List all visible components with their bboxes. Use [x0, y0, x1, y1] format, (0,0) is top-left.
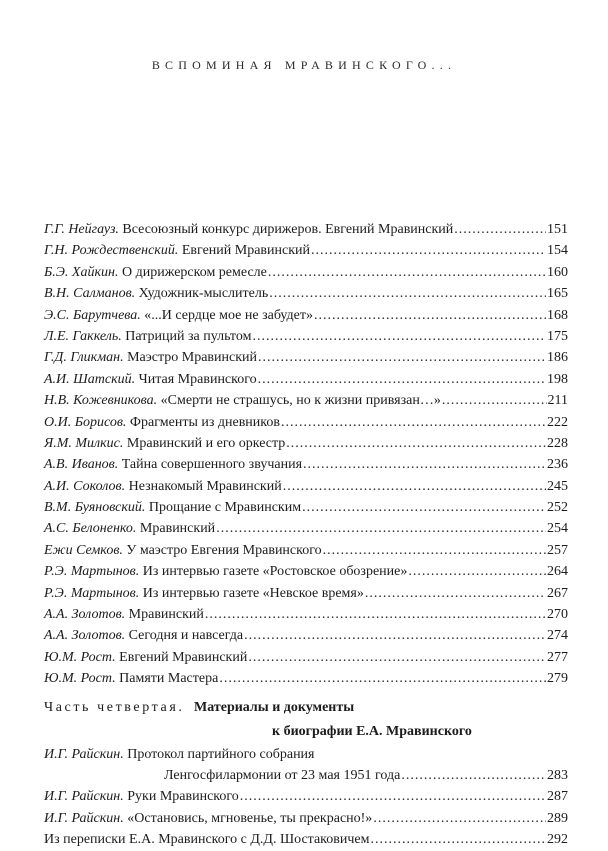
toc-entry[interactable]: [44, 744, 568, 765]
toc-page: 211: [547, 393, 568, 409]
toc-title: Фрагменты из дневников: [129, 414, 280, 430]
toc-page: 228: [547, 435, 568, 451]
toc-title: Читая Мравинского: [138, 371, 257, 387]
part-heading: [44, 698, 568, 718]
toc-author: Ю.М. Рост.: [44, 649, 116, 665]
toc-author: А.В. Иванов.: [44, 457, 119, 473]
toc-author: Б.Э. Хайкин.: [44, 264, 119, 280]
toc-title: Тайна совершенного звучания: [121, 457, 303, 473]
toc-leader: [365, 583, 546, 604]
toc-title: Сегодня и навсегда: [128, 628, 244, 644]
toc-title: У маэстро Евгения Мравинского: [126, 542, 322, 558]
toc-entry[interactable]: [44, 240, 568, 261]
toc-entry[interactable]: [44, 412, 568, 433]
table-of-contents: [44, 219, 568, 851]
toc-leader: [248, 647, 546, 668]
toc-leader: [281, 412, 546, 433]
toc-leader: [302, 497, 546, 518]
toc-author: Г.Н. Рождественский.: [44, 243, 179, 259]
toc-leader: [408, 561, 546, 582]
toc-leader: [219, 668, 546, 689]
toc-page: 160: [547, 264, 568, 280]
running-head: ВСПОМИНАЯ МРАВИНСКОГО...: [151, 58, 457, 72]
toc-entry[interactable]: [44, 283, 568, 304]
toc-page: 198: [547, 371, 568, 387]
toc-entry[interactable]: [44, 326, 568, 347]
toc-page: 252: [547, 500, 568, 516]
toc-entry[interactable]: [44, 219, 568, 240]
toc-page: 186: [547, 350, 568, 366]
part-title-line1: Материалы и документы: [194, 699, 355, 715]
toc-title: Патриций за пультом: [125, 328, 252, 344]
toc-entry[interactable]: [44, 625, 568, 646]
toc-entry[interactable]: [44, 497, 568, 518]
toc-leader: [244, 625, 546, 646]
toc-page: 254: [547, 521, 568, 537]
toc-entry[interactable]: [44, 765, 568, 786]
toc-page: 283: [547, 767, 568, 783]
toc-entry[interactable]: [44, 583, 568, 604]
toc-leader: [269, 283, 546, 304]
toc-page: 151: [547, 222, 568, 237]
toc-page: 289: [547, 810, 568, 826]
toc-entry[interactable]: [44, 561, 568, 582]
toc-entries: [44, 219, 568, 690]
toc-page: 175: [547, 328, 568, 344]
toc-entry[interactable]: [44, 454, 568, 475]
toc-page: 154: [547, 243, 568, 259]
toc-leader: [454, 219, 546, 240]
toc-entry[interactable]: [44, 604, 568, 625]
toc-author: О.И. Борисов.: [44, 414, 127, 430]
toc-leader: [311, 240, 546, 261]
toc-author: Г.Г. Нейгауз.: [44, 222, 119, 237]
toc-title: Прощание с Мравинским: [148, 500, 302, 516]
toc-page: 168: [547, 307, 568, 323]
toc-page: 222: [547, 414, 568, 430]
toc-page: 236: [547, 457, 568, 473]
toc-author: Н.В. Кожевникова.: [44, 393, 158, 409]
toc-title: Мравинский: [139, 521, 216, 537]
toc-author: И.Г. Райскин.: [44, 789, 124, 805]
toc-title: Евгений Мравинский: [181, 243, 311, 259]
toc-title: Из интервью газете «Невское время»: [142, 585, 364, 601]
toc-author: И.Г. Райскин.: [44, 746, 124, 762]
toc-entry[interactable]: [44, 262, 568, 283]
toc-leader: [258, 347, 546, 368]
toc-entry[interactable]: [44, 518, 568, 539]
toc-entry[interactable]: [44, 476, 568, 497]
toc-page: 245: [547, 478, 568, 494]
toc-author: А.С. Белоненко.: [44, 521, 137, 537]
toc-author: Р.Э. Мартынов.: [44, 564, 140, 580]
toc-page: 287: [547, 789, 568, 805]
toc-title: Памяти Мастера: [119, 671, 219, 687]
toc-author: А.А. Золотов.: [44, 628, 126, 644]
toc-entry[interactable]: [44, 369, 568, 390]
toc-author: Р.Э. Мартынов.: [44, 585, 140, 601]
toc-title: Мравинский: [128, 607, 204, 623]
toc-page: 279: [547, 671, 568, 687]
toc-author: Ю.М. Рост.: [44, 671, 116, 687]
toc-leader: [283, 476, 546, 497]
toc-leader: [216, 518, 546, 539]
toc-title: Из интервью газете «Ростовское обозрение»: [142, 564, 408, 580]
toc-title: Незнакомый Мравинский: [128, 478, 282, 494]
toc-author: И.Г. Райскин.: [44, 810, 124, 826]
toc-title-continued: Ленгосфилармонии от 23 мая 1951 года: [164, 767, 401, 783]
toc-title: Протокол партийного собрания: [127, 746, 315, 762]
toc-entry[interactable]: [44, 305, 568, 326]
toc-title: Руки Мравинского: [127, 789, 239, 805]
toc-title: Всесоюзный конкурс дирижеров. Евгений Мравинский: [122, 222, 454, 237]
toc-author: Э.С. Барутчева.: [44, 307, 141, 323]
toc-title: Из переписки Е.А. Мравинского с Д.Д. Шостаковичем: [44, 832, 370, 848]
toc-page: 292: [547, 832, 568, 848]
toc-title: Маэстро Мравинский: [127, 350, 258, 366]
toc-leader: [252, 326, 546, 347]
toc-title: Евгений Мравинский: [119, 649, 248, 665]
toc-title: Художник-мыслитель: [138, 286, 269, 302]
toc-author: В.М. Буяновский.: [44, 500, 146, 516]
toc-entry[interactable]: [44, 347, 568, 368]
toc-title: Мравинский и его оркестр: [126, 435, 286, 451]
toc-leader: [240, 786, 546, 807]
toc-leader: [373, 808, 546, 829]
toc-entry[interactable]: [44, 786, 568, 807]
toc-entry[interactable]: [44, 433, 568, 454]
part-label: Часть четвертая.: [44, 699, 185, 715]
toc-leader: [323, 540, 546, 561]
toc-leader: [314, 305, 546, 326]
toc-author: А.А. Золотов.: [44, 607, 126, 623]
toc-author: А.И. Шатский.: [44, 371, 136, 387]
toc-entry[interactable]: [44, 647, 568, 668]
toc-entry[interactable]: [44, 668, 568, 689]
part-title-line2: к биографии Е.А. Мравинского: [272, 723, 472, 739]
toc-page: 264: [547, 564, 568, 580]
toc-page: 277: [547, 649, 568, 665]
toc-title: «...И сердце мое не забудет»: [144, 307, 313, 323]
toc-leader: [286, 433, 546, 454]
toc-page: 257: [547, 542, 568, 558]
toc-author: Л.Е. Гаккель.: [44, 328, 122, 344]
toc-leader: [303, 454, 546, 475]
toc-title: «Смерти не страшусь, но к жизни привязан…»: [160, 393, 441, 409]
toc-entry[interactable]: [44, 390, 568, 411]
toc-title: «Остановись, мгновенье, ты прекрасно!»: [127, 810, 373, 826]
toc-author: В.Н. Салманов.: [44, 286, 136, 302]
toc-entry[interactable]: [44, 540, 568, 561]
toc-leader: [258, 369, 546, 390]
toc-author: Г.Д. Гликман.: [44, 350, 124, 366]
toc-author: Я.М. Милкис.: [44, 435, 124, 451]
toc-leader: [401, 765, 546, 786]
toc-leader: [205, 604, 546, 625]
toc-page: 267: [547, 585, 568, 601]
toc-page: 270: [547, 607, 568, 623]
toc-entry[interactable]: [44, 808, 568, 829]
toc-author: Ежи Семков.: [44, 542, 123, 558]
toc-leader: [268, 262, 546, 283]
toc-title: О дирижерском ремесле: [121, 264, 267, 280]
toc-page: 274: [547, 628, 568, 644]
toc-author: А.И. Соколов.: [44, 478, 126, 494]
toc-leader: [442, 390, 547, 411]
toc-page: 165: [547, 286, 568, 302]
